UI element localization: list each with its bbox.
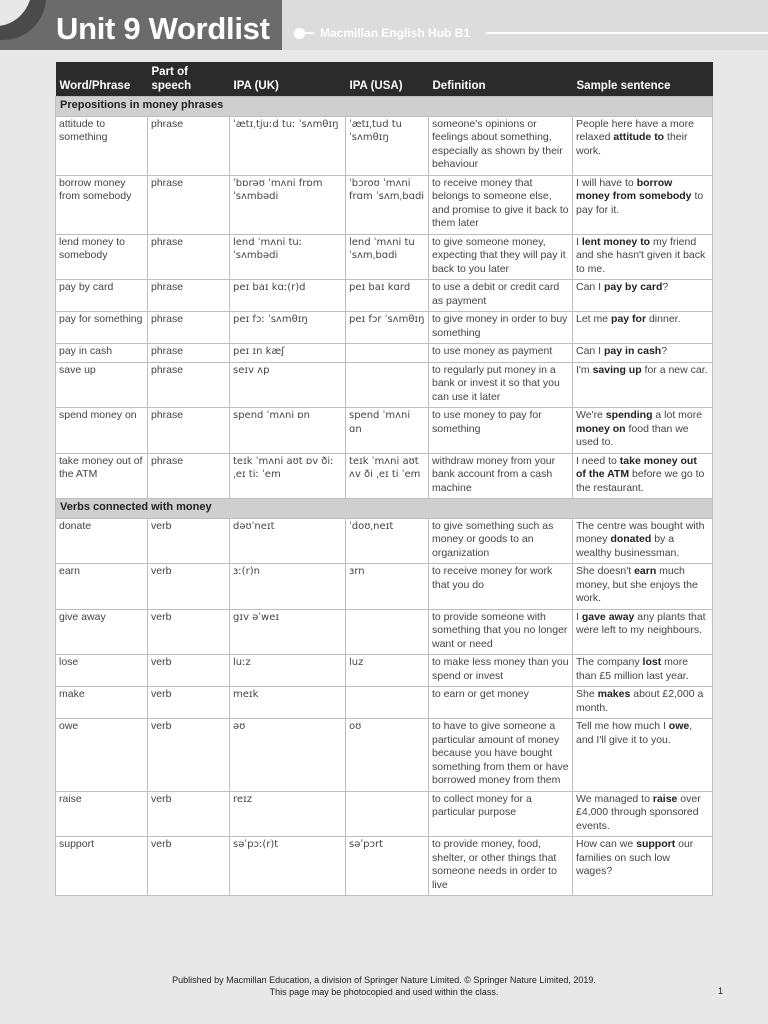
table-row bbox=[56, 234, 713, 280]
sample-sentence-cell bbox=[573, 116, 713, 175]
part-of-speech-cell: verb bbox=[148, 564, 230, 610]
word-cell: save up bbox=[56, 362, 148, 408]
sentence-text: I'm bbox=[576, 363, 593, 376]
ipa-uk-cell: dəʊˈneɪt bbox=[230, 518, 346, 564]
part-of-speech-cell: verb bbox=[148, 719, 230, 792]
ipa-usa-cell bbox=[346, 344, 429, 363]
sentence-text: to pay for it. bbox=[576, 190, 704, 216]
brand bbox=[294, 26, 470, 40]
ipa-uk-cell: lend ˈmʌni tuː ˈsʌmbədi bbox=[230, 234, 346, 280]
sentence-text: We're bbox=[576, 409, 606, 421]
ipa-usa-cell: ɜrn bbox=[346, 564, 429, 610]
table-row bbox=[56, 791, 713, 837]
sentence-text: Tell me how much I bbox=[576, 720, 669, 732]
highlighted-phrase: lent money to bbox=[581, 235, 651, 248]
highlighted-phrase: pay by card bbox=[604, 281, 663, 293]
sample-sentence-cell bbox=[573, 453, 713, 499]
ipa-usa-cell: teɪk ˈmʌni aʊt ʌv ði ˌeɪ ti ˈem bbox=[346, 453, 429, 499]
word-cell: earn bbox=[56, 564, 148, 610]
definition-cell: to receive money that belongs to someone else, and promise to give it back to them later bbox=[429, 175, 573, 234]
word-cell: pay by card bbox=[56, 280, 148, 312]
word-cell: lose bbox=[56, 655, 148, 687]
ipa-usa-cell bbox=[346, 362, 429, 408]
ipa-usa-cell: ˈdoʊˌneɪt bbox=[346, 518, 429, 564]
table-header-row bbox=[56, 62, 713, 97]
sentence-text: She bbox=[576, 688, 598, 700]
ipa-usa-cell: peɪ fɔr ˈsʌmθɪŋ bbox=[346, 312, 429, 344]
definition-cell: to receive money for work that you do bbox=[429, 564, 573, 610]
definition-cell: to provide someone with something that you no longer want or need bbox=[429, 609, 573, 655]
page-title: Unit 9 Wordlist bbox=[56, 11, 270, 46]
section-title: Prepositions in money phrases bbox=[56, 97, 713, 117]
page-header bbox=[0, 0, 768, 50]
definition-cell: to give someone money, expecting that they will pay it back to you later bbox=[429, 234, 573, 280]
definition-cell: to use a debit or credit card as payment bbox=[429, 280, 573, 312]
part-of-speech-cell: phrase bbox=[148, 234, 230, 280]
highlighted-phrase: spending bbox=[605, 409, 653, 421]
part-of-speech-cell: phrase bbox=[148, 408, 230, 454]
definition-cell: to give something such as money or goods to an organization bbox=[429, 518, 573, 564]
ipa-usa-cell: oʊ bbox=[346, 719, 429, 792]
footer-copyright: Published by Macmillan Education, a division of Springer Nature Limited. © Springer Nature Limited, 2019. bbox=[172, 975, 596, 985]
highlighted-phrase: makes bbox=[597, 688, 631, 700]
definition-cell: to make less money than you spend or invest bbox=[429, 655, 573, 687]
ipa-uk-cell: peɪ fɔː ˈsʌmθɪŋ bbox=[230, 312, 346, 344]
part-of-speech-cell: phrase bbox=[148, 175, 230, 234]
definition-cell: someone's opinions or feelings about something, especially as shown by their behaviour bbox=[429, 116, 573, 175]
part-of-speech-cell: phrase bbox=[148, 312, 230, 344]
word-cell: raise bbox=[56, 791, 148, 837]
sample-sentence-cell bbox=[573, 655, 713, 687]
table-row bbox=[56, 116, 713, 175]
part-of-speech-cell: verb bbox=[148, 655, 230, 687]
definition-cell: to give money in order to buy something bbox=[429, 312, 573, 344]
sentence-text: over £4,000 through sponsored events. bbox=[576, 792, 701, 832]
part-of-speech-cell: verb bbox=[148, 837, 230, 896]
sentence-text: The company bbox=[576, 656, 643, 668]
ipa-uk-cell: spend ˈmʌni ɒn bbox=[230, 408, 346, 454]
section-row bbox=[56, 97, 713, 117]
sentence-text: dinner. bbox=[646, 313, 681, 325]
word-cell: owe bbox=[56, 719, 148, 792]
table-row bbox=[56, 564, 713, 610]
table-row bbox=[56, 837, 713, 896]
wordlist-table-wrap bbox=[55, 62, 712, 896]
sample-sentence-cell bbox=[573, 175, 713, 234]
sentence-text: How can we bbox=[576, 838, 637, 850]
highlighted-phrase: saving up bbox=[592, 363, 642, 376]
sentence-text: before we go to the restaurant. bbox=[576, 468, 705, 494]
highlighted-phrase: gave away bbox=[581, 610, 635, 623]
definition-cell: to provide money, food, shelter, or other things that someone needs in order to live bbox=[429, 837, 573, 896]
word-cell: make bbox=[56, 687, 148, 719]
sentence-text: Let me bbox=[576, 313, 612, 325]
sample-sentence-cell bbox=[573, 719, 713, 792]
ipa-uk-cell: ˈbɒrəʊ ˈmʌni frɒm ˈsʌmbədi bbox=[230, 175, 346, 234]
table-row bbox=[56, 362, 713, 408]
brand-name: Macmillan English Hub B1 bbox=[320, 26, 471, 40]
page-number: 1 bbox=[718, 986, 724, 996]
ipa-usa-cell: luz bbox=[346, 655, 429, 687]
highlighted-phrase: donated bbox=[610, 533, 652, 545]
sentence-text: food than we used to. bbox=[576, 422, 689, 448]
sample-sentence-cell bbox=[573, 234, 713, 280]
sentence-text: Can I bbox=[576, 345, 605, 357]
word-cell: lend money to somebody bbox=[56, 234, 148, 280]
brand-dot-icon bbox=[294, 28, 305, 39]
definition-cell: to regularly put money in a bank or invest it so that you can use it later bbox=[429, 362, 573, 408]
table-row bbox=[56, 719, 713, 792]
table-row bbox=[56, 312, 713, 344]
ipa-usa-cell bbox=[346, 791, 429, 837]
column-header: IPA (USA) bbox=[346, 62, 429, 97]
part-of-speech-cell: verb bbox=[148, 687, 230, 719]
highlighted-phrase: borrow money from somebody bbox=[576, 176, 692, 202]
ipa-uk-cell: gɪv əˈweɪ bbox=[230, 609, 346, 655]
sentence-text: our families on such low wages? bbox=[576, 838, 694, 877]
ipa-usa-cell bbox=[346, 687, 429, 719]
column-header: Word/Phrase bbox=[56, 62, 148, 97]
ipa-uk-cell: seɪv ʌp bbox=[230, 362, 346, 408]
sentence-text: I bbox=[576, 610, 582, 623]
table-body bbox=[56, 97, 713, 896]
highlighted-phrase: money on bbox=[576, 422, 626, 435]
sentence-text: Can I bbox=[576, 281, 605, 293]
word-cell: borrow money from somebody bbox=[56, 175, 148, 234]
definition-cell: to earn or get money bbox=[429, 687, 573, 719]
part-of-speech-cell: phrase bbox=[148, 116, 230, 175]
highlighted-phrase: support bbox=[636, 838, 676, 850]
ipa-uk-cell: səˈpɔː(r)t bbox=[230, 837, 346, 896]
sample-sentence-cell bbox=[573, 609, 713, 655]
word-cell: take money out of the ATM bbox=[56, 453, 148, 499]
footer-photocopy-note: This page may be photocopied and used within the class. bbox=[269, 987, 499, 997]
sentence-text: my friend and she hasn't given it back to me. bbox=[576, 235, 706, 275]
sentence-text: for a new car. bbox=[641, 363, 708, 376]
ipa-uk-cell: peɪ ɪn kæʃ bbox=[230, 344, 346, 363]
title-block bbox=[0, 0, 282, 50]
definition-cell: to use money to pay for something bbox=[429, 408, 573, 454]
sentence-text: She doesn't bbox=[576, 565, 635, 577]
sample-sentence-cell bbox=[573, 791, 713, 837]
table-row bbox=[56, 453, 713, 499]
word-cell: support bbox=[56, 837, 148, 896]
sample-sentence-cell bbox=[573, 312, 713, 344]
highlighted-phrase: lost bbox=[642, 656, 662, 668]
ipa-uk-cell: reɪz bbox=[230, 791, 346, 837]
sentence-text: I bbox=[576, 235, 582, 248]
part-of-speech-cell: phrase bbox=[148, 362, 230, 408]
definition-cell: to use money as payment bbox=[429, 344, 573, 363]
sample-sentence-cell bbox=[573, 837, 713, 896]
sample-sentence-cell bbox=[573, 687, 713, 719]
part-of-speech-cell: phrase bbox=[148, 453, 230, 499]
ipa-usa-cell: ˈætɪˌtud tu ˈsʌmθɪŋ bbox=[346, 116, 429, 175]
table-row bbox=[56, 655, 713, 687]
sentence-text: about £2,000 a month. bbox=[576, 688, 704, 714]
sentence-text: We managed to bbox=[576, 792, 653, 805]
sentence-text: any plants that were left to my neighbours. bbox=[576, 610, 706, 636]
ipa-uk-cell: əʊ bbox=[230, 719, 346, 792]
sentence-text: ? bbox=[662, 281, 669, 293]
ipa-usa-cell: spend ˈmʌni ɑn bbox=[346, 408, 429, 454]
part-of-speech-cell: phrase bbox=[148, 280, 230, 312]
word-cell: attitude to something bbox=[56, 116, 148, 175]
sentence-text: I will have to bbox=[576, 176, 637, 189]
ipa-uk-cell: luːz bbox=[230, 655, 346, 687]
footer bbox=[0, 974, 768, 998]
word-cell: give away bbox=[56, 609, 148, 655]
ipa-uk-cell: teɪk ˈmʌni aʊt ɒv ðiː ˌeɪ tiː ˈem bbox=[230, 453, 346, 499]
highlighted-phrase: pay for bbox=[611, 313, 647, 325]
sample-sentence-cell bbox=[573, 280, 713, 312]
definition-cell: withdraw money from your bank account from a cash machine bbox=[429, 453, 573, 499]
section-title: Verbs connected with money bbox=[56, 499, 713, 519]
ipa-usa-cell: lend ˈmʌni tu ˈsʌmˌbɑdi bbox=[346, 234, 429, 280]
sample-sentence-cell bbox=[573, 344, 713, 363]
sentence-text: I need to bbox=[576, 454, 620, 467]
word-cell: spend money on bbox=[56, 408, 148, 454]
ipa-uk-cell: meɪk bbox=[230, 687, 346, 719]
column-header: IPA (UK) bbox=[230, 62, 346, 97]
table-row bbox=[56, 687, 713, 719]
word-cell: pay in cash bbox=[56, 344, 148, 363]
sentence-text: their work. bbox=[576, 131, 688, 157]
ipa-usa-cell: ˈbɔroʊ ˈmʌni frɑm ˈsʌmˌbɑdi bbox=[346, 175, 429, 234]
ipa-uk-cell: ˈætɪˌtjuːd tuː ˈsʌmθɪŋ bbox=[230, 116, 346, 175]
highlighted-phrase: pay in cash bbox=[604, 345, 662, 357]
sample-sentence-cell bbox=[573, 518, 713, 564]
highlighted-phrase: earn bbox=[634, 565, 657, 577]
sentence-text: more than £5 million last year. bbox=[576, 656, 689, 682]
table-row bbox=[56, 609, 713, 655]
ipa-usa-cell: peɪ baɪ kɑrd bbox=[346, 280, 429, 312]
table-row bbox=[56, 280, 713, 312]
section-row bbox=[56, 499, 713, 519]
word-cell: pay for something bbox=[56, 312, 148, 344]
column-header: Part of speech bbox=[148, 62, 230, 97]
sentence-text: ? bbox=[661, 345, 668, 357]
part-of-speech-cell: phrase bbox=[148, 344, 230, 363]
sample-sentence-cell bbox=[573, 408, 713, 454]
table-row bbox=[56, 408, 713, 454]
sentence-text: by a wealthy businessman. bbox=[576, 533, 680, 559]
definition-cell: to have to give someone a particular amount of money because you have bought something from them or have borrowed money from them bbox=[429, 719, 573, 792]
definition-cell: to collect money for a particular purpose bbox=[429, 791, 573, 837]
highlighted-phrase: take money out of the ATM bbox=[576, 454, 697, 480]
sentence-text: a lot more bbox=[652, 409, 703, 421]
ipa-usa-cell bbox=[346, 609, 429, 655]
part-of-speech-cell: verb bbox=[148, 518, 230, 564]
highlighted-phrase: raise bbox=[652, 792, 678, 805]
part-of-speech-cell: verb bbox=[148, 791, 230, 837]
table-row bbox=[56, 518, 713, 564]
sentence-text: The centre was bought with money bbox=[576, 519, 705, 545]
column-header: Sample sentence bbox=[573, 62, 713, 97]
column-header: Definition bbox=[429, 62, 573, 97]
table-row bbox=[56, 344, 713, 363]
brand-dash-icon bbox=[305, 32, 314, 34]
sample-sentence-cell bbox=[573, 362, 713, 408]
sentence-text: People here have a more relaxed bbox=[576, 117, 694, 143]
ipa-uk-cell: ɜː(r)n bbox=[230, 564, 346, 610]
sample-sentence-cell bbox=[573, 564, 713, 610]
sentence-text: much money, but she enjoys the work. bbox=[576, 565, 698, 604]
header-rule bbox=[486, 32, 768, 34]
wordlist-table bbox=[55, 62, 713, 896]
highlighted-phrase: attitude to bbox=[613, 131, 665, 143]
highlighted-phrase: owe bbox=[668, 720, 690, 732]
ipa-usa-cell: səˈpɔrt bbox=[346, 837, 429, 896]
word-cell: donate bbox=[56, 518, 148, 564]
table-row bbox=[56, 175, 713, 234]
part-of-speech-cell: verb bbox=[148, 609, 230, 655]
ipa-uk-cell: peɪ baɪ kɑː(r)d bbox=[230, 280, 346, 312]
sentence-text: , and I'll give it to you. bbox=[576, 720, 693, 746]
